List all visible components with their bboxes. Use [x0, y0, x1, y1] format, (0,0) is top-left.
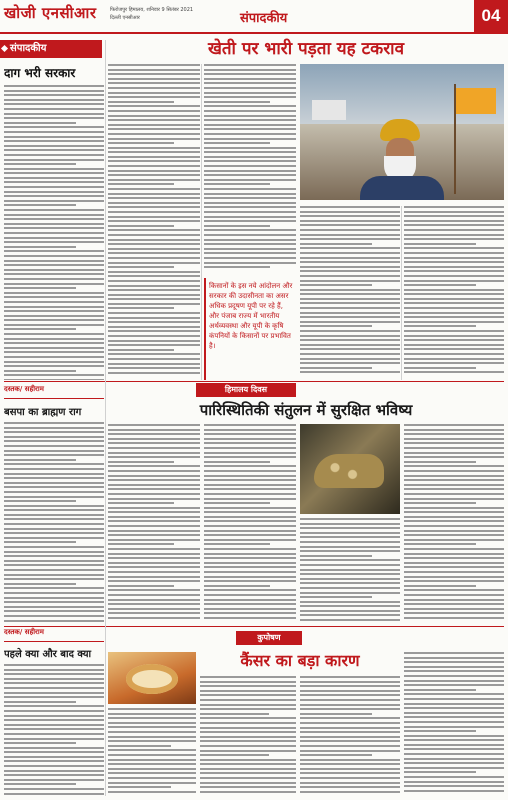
editorial-body-text	[4, 85, 104, 380]
himalaya-body-col-4	[404, 424, 504, 624]
lead-headline: खेती पर भारी पड़ता यह टकराव	[207, 39, 405, 59]
lead-body-col-1	[108, 64, 200, 380]
second-editorial-headline: बसपा का ब्राह्मण राग	[4, 407, 82, 418]
third-editorial-headline: पहले क्या और बाद क्या	[4, 649, 92, 660]
column-tag-bottom: दस्तक/ सहीराम	[4, 628, 104, 642]
editorial-banner: संपादकीय	[0, 40, 102, 58]
column-rule	[201, 64, 202, 380]
cancer-body-col-4	[404, 652, 504, 796]
cancer-headline: कैंसर का बड़ा कारण	[240, 651, 360, 670]
lead-pull-quote: किसानों के इस नये आंदोलन और सरकार की उदासीनता का असर अधिक प्रदूषण यूपी पर रहे हैं, और पंजाब राज्य में भारतीय अर्थव्यवस्था और यूपी के कृषि कंपनियों के किसानों पर प्रभावित है।	[204, 278, 296, 380]
page-number: 04	[474, 0, 508, 32]
page-section-title: संपादकीय	[240, 11, 288, 26]
second-editorial-column	[4, 404, 104, 624]
himalaya-diwas-label: हिमालय दिवस	[196, 383, 296, 397]
himalaya-body-col-3	[300, 518, 400, 624]
cancer-body-col-2	[200, 676, 296, 796]
third-editorial-column	[4, 646, 104, 796]
column-rule	[105, 40, 106, 796]
food-plate-photo	[108, 652, 196, 704]
lead-body-col-4	[404, 206, 504, 380]
masthead	[0, 0, 508, 34]
masthead-edition: दिल्ली एनसीआर	[110, 15, 140, 21]
editorial-headline: दाग भरी सरकार	[4, 66, 76, 80]
section-divider	[4, 381, 504, 382]
lead-body-col-3	[300, 206, 400, 380]
himalaya-body-col-1	[108, 424, 200, 624]
column-tag-middle: दस्तक/ सहीराम	[4, 385, 104, 399]
kuposhan-label: कुपोषण	[236, 631, 302, 645]
cancer-body-col-3	[300, 676, 400, 796]
lead-body-col-2	[204, 64, 296, 274]
editorial-column	[4, 62, 104, 380]
himalaya-body-col-2	[204, 424, 296, 624]
masthead-date: फिरोजपुर हिमालय, शनिवार 9 सितंबर 2021	[110, 7, 194, 13]
section-divider-2	[4, 626, 504, 627]
himalaya-headline: पारिस्थितिकी संतुलन में सुरक्षित भविष्य	[199, 401, 413, 419]
cancer-body-col-1	[108, 708, 196, 796]
farmer-protest-photo	[300, 64, 504, 200]
leopard-photo	[300, 424, 400, 514]
column-rule	[401, 206, 402, 380]
masthead-meta	[110, 6, 193, 22]
newspaper-logo: खोजी एनसीआर	[4, 4, 97, 22]
